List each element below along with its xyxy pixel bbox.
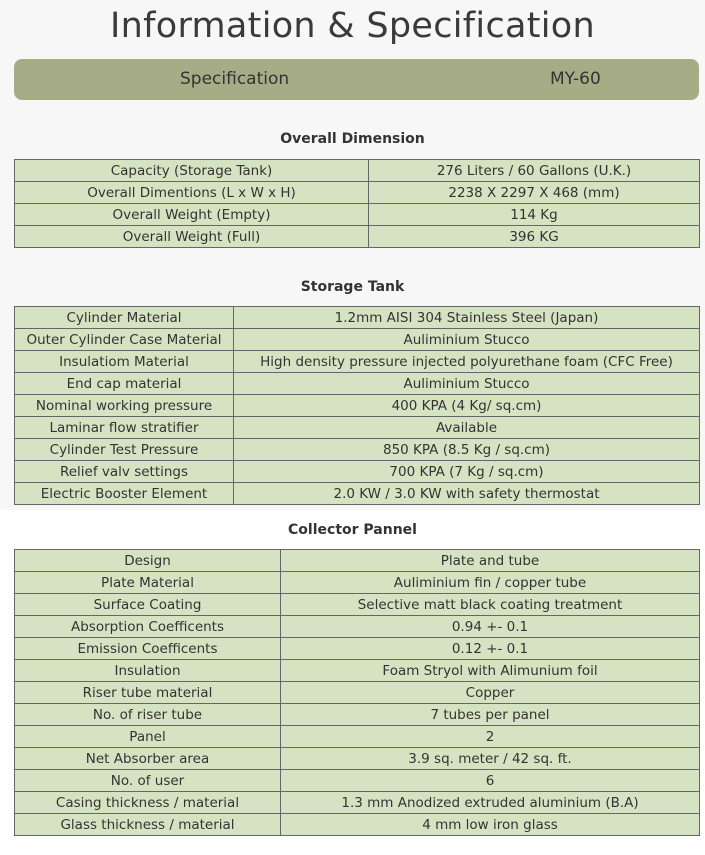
table-row <box>15 483 700 505</box>
collector-pannel-table <box>14 549 700 836</box>
row-value: 6 <box>281 770 700 792</box>
row-value: Available <box>234 417 700 439</box>
table-row <box>15 682 700 704</box>
row-value: 4 mm low iron glass <box>281 814 700 836</box>
row-label: Insulation <box>15 660 281 682</box>
row-label: Electric Booster Element <box>15 483 234 505</box>
row-label: No. of riser tube <box>15 704 281 726</box>
table-row <box>15 226 700 248</box>
row-value: 2.0 KW / 3.0 KW with safety thermostat <box>234 483 700 505</box>
row-value: Auliminium Stucco <box>234 373 700 395</box>
section-title-overall-dimension: Overall Dimension <box>280 131 425 147</box>
row-value: 276 Liters / 60 Gallons (U.K.) <box>369 160 700 182</box>
row-value: 1.2mm AISI 304 Stainless Steel (Japan) <box>234 307 700 329</box>
row-value: High density pressure injected polyurethane foam (CFC Free) <box>234 351 700 373</box>
row-label: Glass thickness / material <box>15 814 281 836</box>
row-value: Copper <box>281 682 700 704</box>
row-label: No. of user <box>15 770 281 792</box>
table-row <box>15 792 700 814</box>
row-value: 0.12 +- 0.1 <box>281 638 700 660</box>
row-label: Overall Dimentions (L x W x H) <box>15 182 369 204</box>
table-row <box>15 550 700 572</box>
row-label: Nominal working pressure <box>15 395 234 417</box>
table-row <box>15 373 700 395</box>
row-value: 850 KPA (8.5 Kg / sq.cm) <box>234 439 700 461</box>
spec-header-bar <box>14 59 699 100</box>
row-label: Surface Coating <box>15 594 281 616</box>
row-label: Cylinder Test Pressure <box>15 439 234 461</box>
row-label: Plate Material <box>15 572 281 594</box>
table-row <box>15 439 700 461</box>
section-title-collector-pannel: Collector Pannel <box>288 522 417 538</box>
spec-header-label: Specification <box>180 69 290 89</box>
table-row <box>15 770 700 792</box>
table-row <box>15 461 700 483</box>
row-value: Auliminium Stucco <box>234 329 700 351</box>
table-row <box>15 351 700 373</box>
overall-dimension-table <box>14 159 700 248</box>
row-label: Riser tube material <box>15 682 281 704</box>
table-row <box>15 638 700 660</box>
row-value: 2238 X 2297 X 468 (mm) <box>369 182 700 204</box>
row-value: 2 <box>281 726 700 748</box>
row-label: Laminar flow stratifier <box>15 417 234 439</box>
page-title: Information & Specification <box>110 6 595 46</box>
row-label: End cap material <box>15 373 234 395</box>
row-value: 700 KPA (7 Kg / sq.cm) <box>234 461 700 483</box>
table-row <box>15 160 700 182</box>
row-label: Panel <box>15 726 281 748</box>
row-label: Overall Weight (Empty) <box>15 204 369 226</box>
table-row <box>15 572 700 594</box>
spec-header-model: MY-60 <box>550 69 601 89</box>
row-label: Relief valv settings <box>15 461 234 483</box>
table-row <box>15 395 700 417</box>
row-value: 1.3 mm Anodized extruded aluminium (B.A) <box>281 792 700 814</box>
row-value: 114 Kg <box>369 204 700 226</box>
row-label: Insulatiom Material <box>15 351 234 373</box>
row-label: Casing thickness / material <box>15 792 281 814</box>
table-row <box>15 307 700 329</box>
row-value: 3.9 sq. meter / 42 sq. ft. <box>281 748 700 770</box>
table-row <box>15 704 700 726</box>
table-row <box>15 417 700 439</box>
row-label: Capacity (Storage Tank) <box>15 160 369 182</box>
table-row <box>15 329 700 351</box>
table-row <box>15 204 700 226</box>
table-row <box>15 726 700 748</box>
table-row <box>15 814 700 836</box>
row-label: Overall Weight (Full) <box>15 226 369 248</box>
row-value: Plate and tube <box>281 550 700 572</box>
table-row <box>15 660 700 682</box>
row-value: 7 tubes per panel <box>281 704 700 726</box>
row-label: Net Absorber area <box>15 748 281 770</box>
table-row <box>15 182 700 204</box>
row-value: 400 KPA (4 Kg/ sq.cm) <box>234 395 700 417</box>
table-row <box>15 594 700 616</box>
row-value: Selective matt black coating treatment <box>281 594 700 616</box>
row-label: Emission Coefficents <box>15 638 281 660</box>
row-value: 0.94 +- 0.1 <box>281 616 700 638</box>
table-row <box>15 748 700 770</box>
row-label: Absorption Coefficents <box>15 616 281 638</box>
row-label: Cylinder Material <box>15 307 234 329</box>
table-row <box>15 616 700 638</box>
row-label: Outer Cylinder Case Material <box>15 329 234 351</box>
row-value: Foam Stryol with Alimunium foil <box>281 660 700 682</box>
storage-tank-table <box>14 306 700 505</box>
section-title-storage-tank: Storage Tank <box>300 279 405 295</box>
row-value: 396 KG <box>369 226 700 248</box>
row-label: Design <box>15 550 281 572</box>
row-value: Auliminium fin / copper tube <box>281 572 700 594</box>
